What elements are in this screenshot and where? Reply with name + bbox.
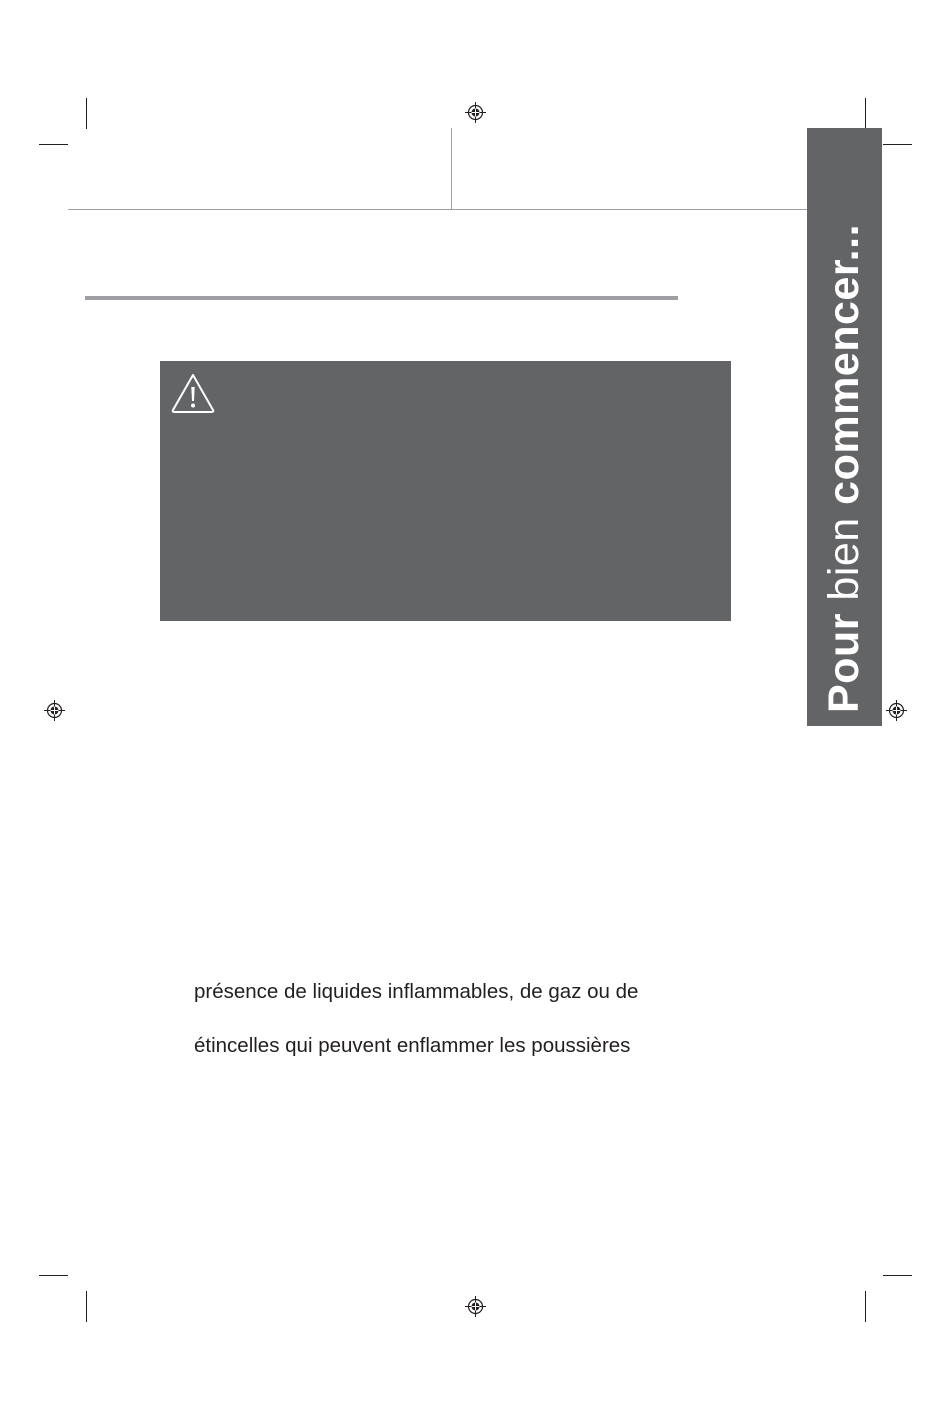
crop-mark-bottom-right-horizontal	[883, 1275, 912, 1276]
side-tab	[807, 128, 882, 726]
body-text-line: présence de liquides inflammables, de gaz ou de	[194, 980, 639, 1003]
registration-mark-icon	[44, 700, 65, 721]
crop-mark-top-right-vertical	[865, 98, 866, 129]
registration-mark-icon	[465, 102, 486, 123]
side-tab-word-pour: Pour	[820, 613, 868, 713]
side-tab-word-commencer: commencer...	[820, 223, 868, 505]
header-rule	[68, 209, 807, 210]
crop-mark-top-left-horizontal	[39, 144, 68, 145]
crop-mark-top-left-vertical	[86, 98, 87, 129]
crop-mark-bottom-right-vertical	[865, 1291, 866, 1322]
crop-mark-top-right-horizontal	[883, 144, 912, 145]
header-divider	[451, 128, 452, 209]
warning-triangle-icon	[170, 372, 216, 414]
section-rule	[85, 296, 678, 300]
crop-mark-bottom-left-horizontal	[39, 1275, 68, 1276]
side-tab-word-bien: bien	[820, 504, 868, 614]
warning-box	[160, 361, 731, 621]
registration-mark-icon	[886, 700, 907, 721]
crop-mark-bottom-left-vertical	[86, 1291, 87, 1322]
body-text-line: étincelles qui peuvent enflammer les poussières	[194, 1034, 631, 1057]
side-tab-title	[807, 128, 882, 726]
registration-mark-icon	[465, 1296, 486, 1317]
